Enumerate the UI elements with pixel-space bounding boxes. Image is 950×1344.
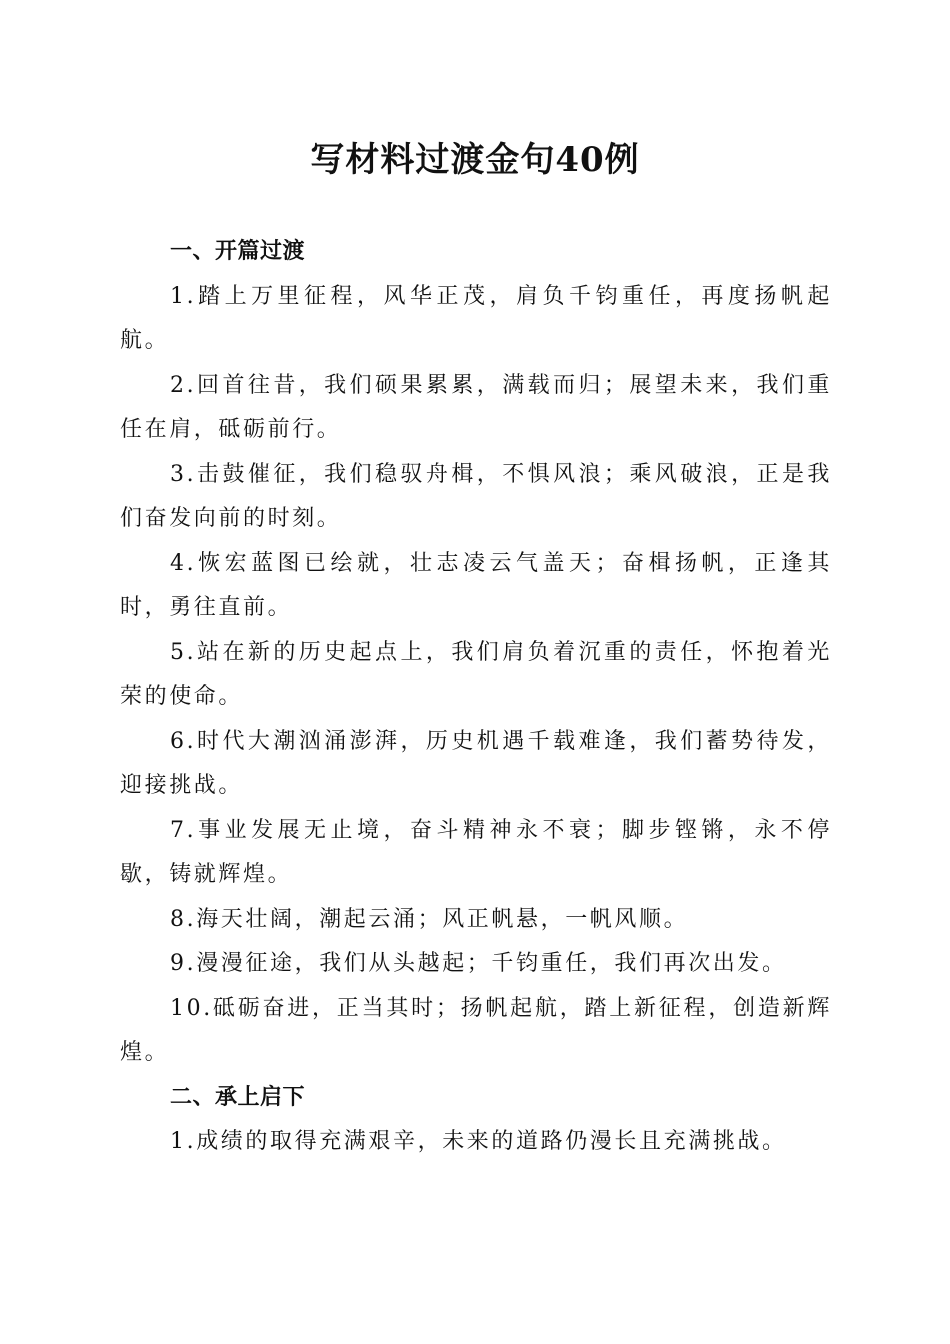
list-item: 1.踏上万里征程，风华正茂，肩负千钧重任，再度扬帆起航。 <box>120 283 832 353</box>
document-body <box>120 230 832 1165</box>
list-item: 9.漫漫征途，我们从头越起；千钧重任，我们再次出发。 <box>170 951 787 976</box>
list-item: 7.事业发展无止境，奋斗精神永不衰；脚步铿锵，永不停歇，铸就辉煌。 <box>120 817 832 887</box>
list-item: 5.站在新的历史起点上，我们肩负着沉重的责任，怀抱着光荣的使命。 <box>120 639 832 709</box>
list-item: 3.击鼓催征，我们稳驭舟楫，不惧风浪；乘风破浪，正是我们奋发向前的时刻。 <box>120 461 832 531</box>
list-item: 10.砥砺奋进，正当其时；扬帆起航，踏上新征程，创造新辉煌。 <box>120 995 832 1065</box>
list-item: 2.回首往昔，我们硕果累累，满载而归；展望未来，我们重任在肩，砥砺前行。 <box>120 372 832 442</box>
list-item: 4.恢宏蓝图已绘就，壮志凌云气盖天；奋楫扬帆，正逢其时，勇往直前。 <box>120 550 832 620</box>
list-item: 6.时代大潮汹涌澎湃，历史机遇千载难逢，我们蓄势待发，迎接挑战。 <box>120 728 832 798</box>
list-item: 1.成绩的取得充满艰辛，未来的道路仍漫长且充满挑战。 <box>170 1129 787 1154</box>
section-heading: 二、承上启下 <box>170 1084 306 1110</box>
section-heading: 一、开篇过渡 <box>170 239 306 264</box>
document-title: 写材料过渡金句40例 <box>310 140 640 180</box>
list-item: 8.海天壮阔，潮起云涌；风正帆悬，一帆风顺。 <box>170 906 689 932</box>
